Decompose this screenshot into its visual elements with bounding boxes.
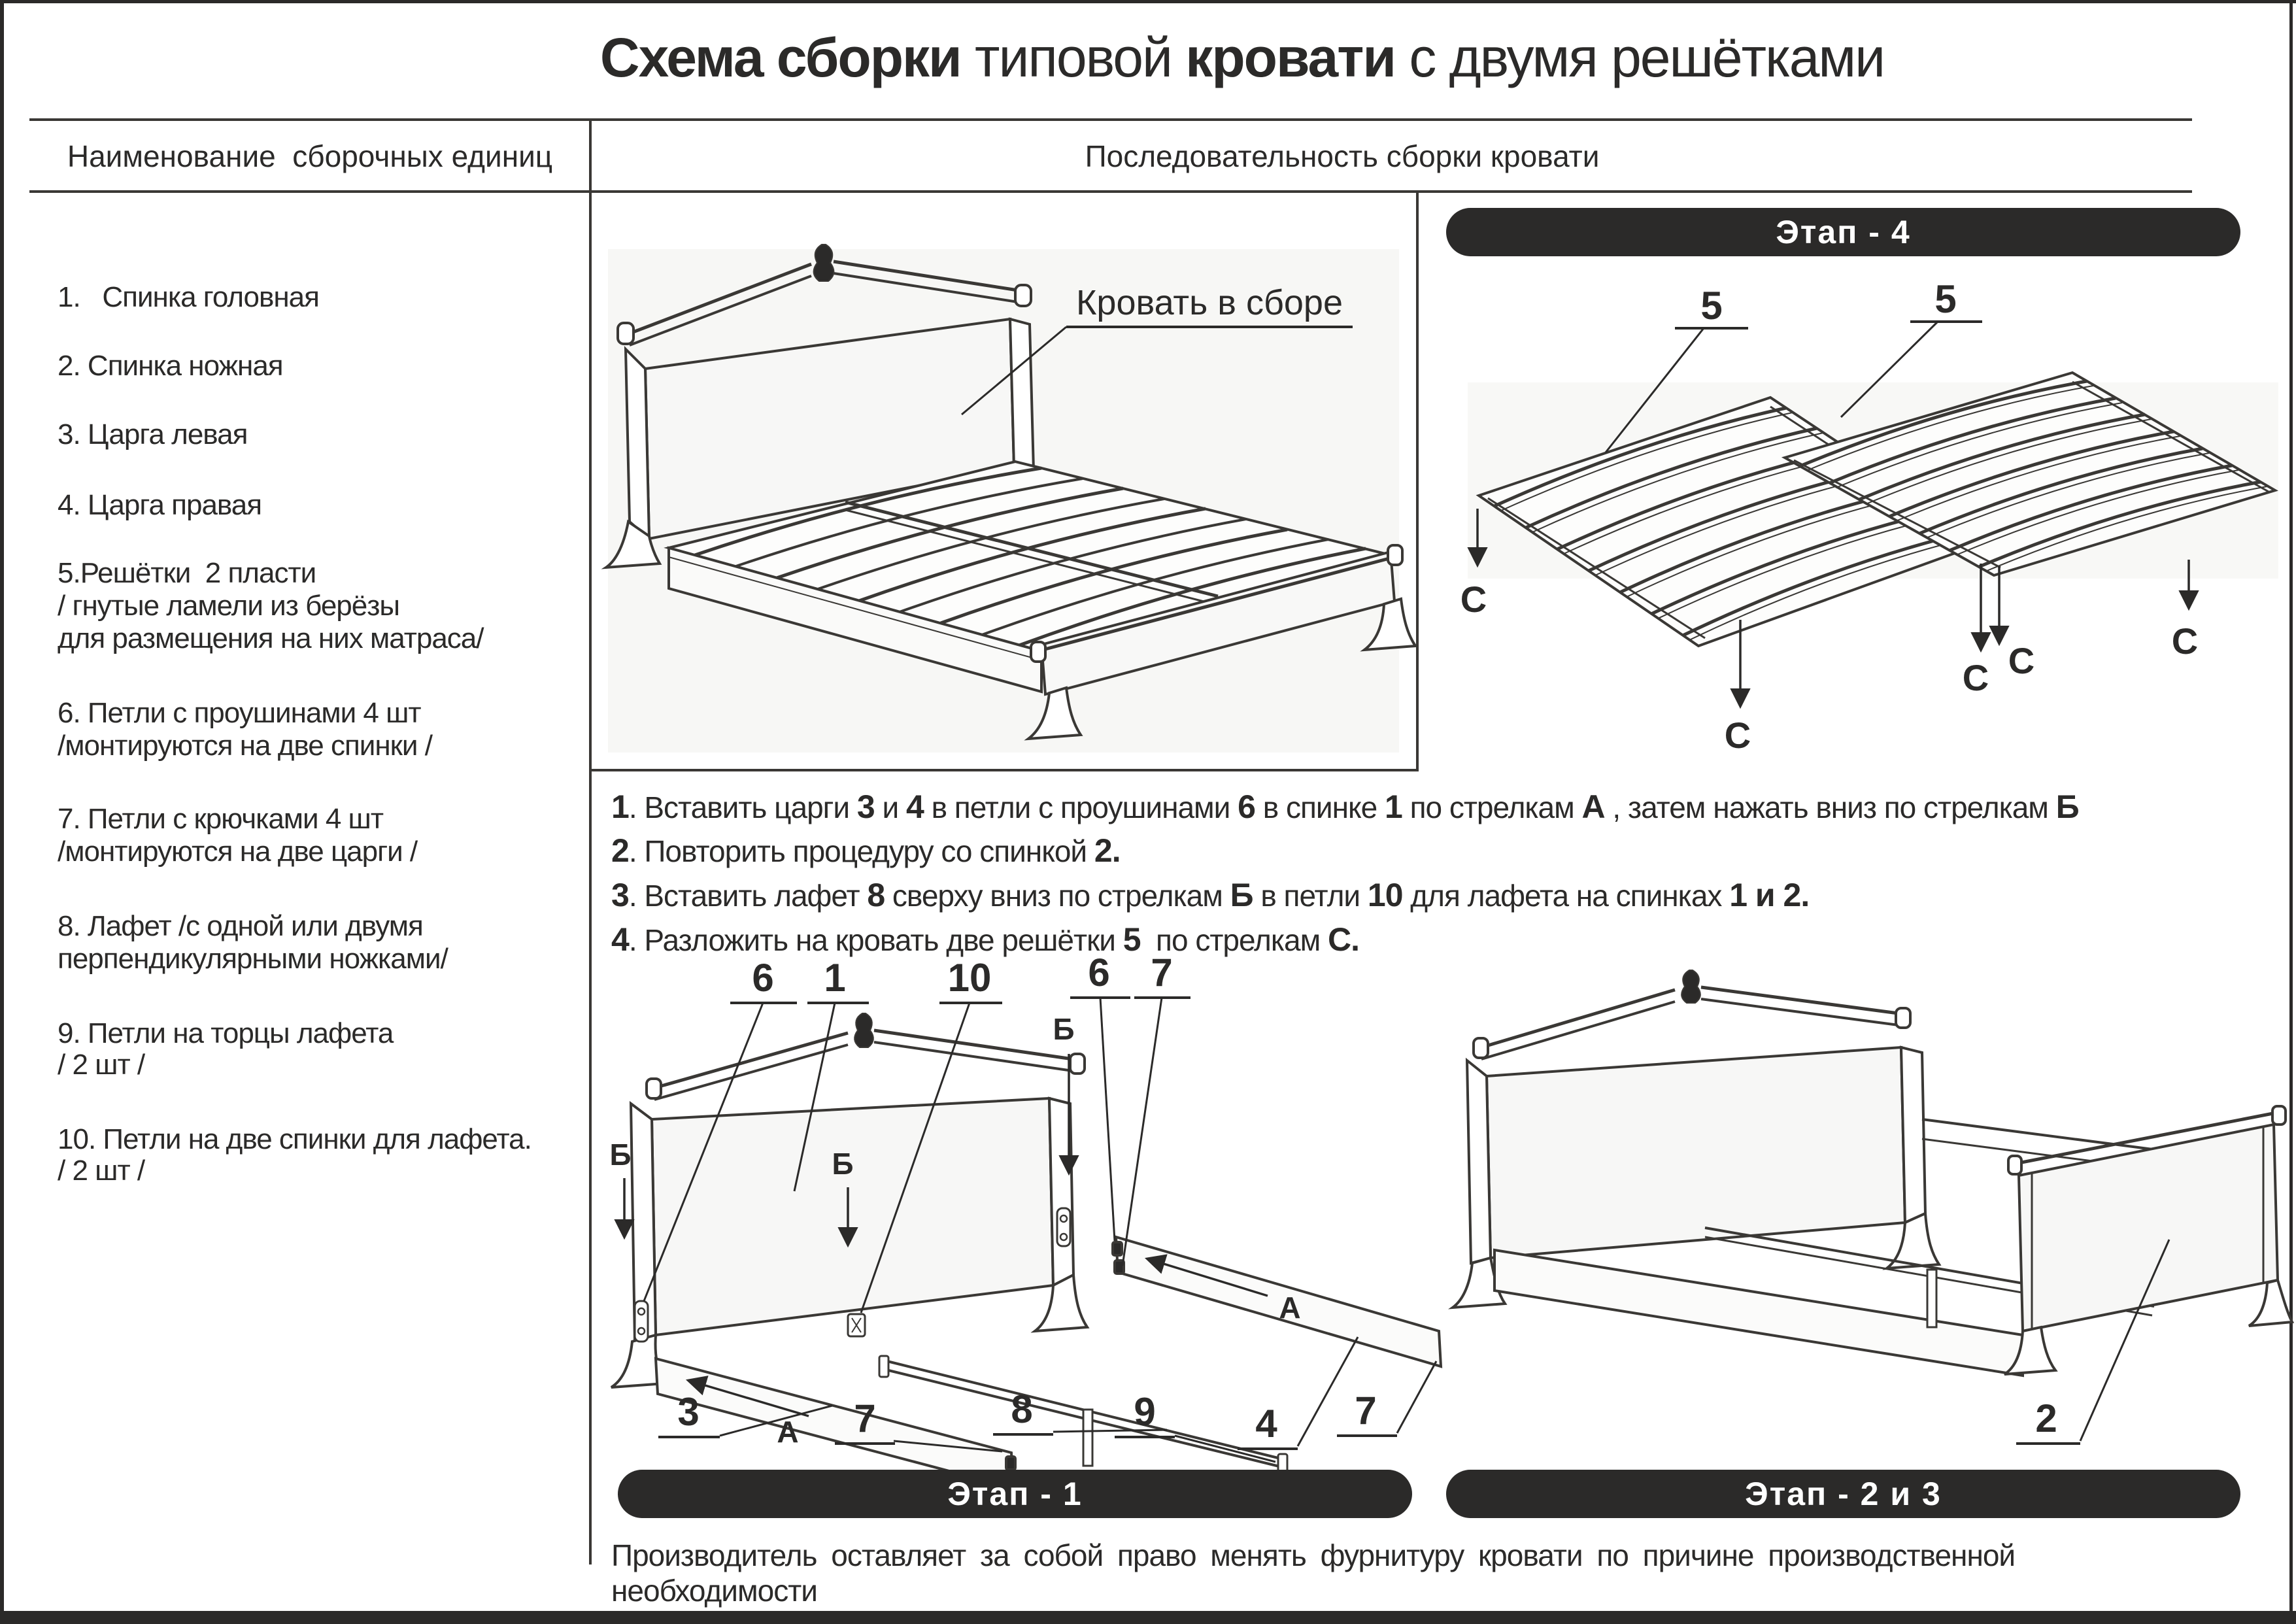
right-column-header: Последовательность сборки кровати: [1085, 139, 1600, 173]
stage23-diagram: [1445, 948, 2296, 1470]
callout-leader: [1100, 998, 1115, 1241]
hook-hinge-icon: [1006, 1457, 1015, 1470]
page-title: Схема сборки типовой кровати с двумя решётками: [599, 27, 1885, 88]
arrow-label-c: С: [1724, 715, 1751, 756]
side-rail-left-drawing: [656, 1359, 1017, 1488]
arrow-label-c: С: [1962, 657, 1989, 698]
instruction-step-2: 2. Повторить процедуру со спинкой 2.: [611, 832, 1121, 869]
instruction-step-1: 1. Вставить царги 3 и 4 в петли с проушинами 6 в спинке 1 по стрелкам А , затем нажать вниз по стрелкам Б: [611, 788, 2079, 825]
stage4-diagram: [1445, 262, 2296, 819]
callout-5-right: 5: [1934, 277, 1957, 321]
callout-leader: [1298, 1337, 1358, 1446]
stage23-banner: [1446, 1470, 2240, 1518]
beam-leg: [1927, 1270, 1936, 1327]
stage4-banner: [1446, 208, 2240, 256]
callout-2: 2: [2035, 1396, 2057, 1440]
part-item-10: 10. Петли на две спинки для лафета.: [58, 1123, 532, 1155]
stage1-banner-label: Этап - 1: [947, 1476, 1083, 1512]
part-item-8-note: перпендикулярными ножками/: [58, 943, 448, 975]
part-item-6-note: /монтируются на две спинки /: [58, 730, 432, 762]
part-item-5-note1: / гнутые ламели из берёзы: [58, 590, 400, 622]
stage1-diagram: [592, 948, 1445, 1470]
border-left: [0, 0, 4, 1624]
part-item-2: 2. Спинка ножная: [58, 350, 283, 382]
callout-7: 7: [1151, 951, 1173, 994]
assembled-bed-label: Кровать в сборе: [1075, 283, 1343, 322]
headboard-ornament: [814, 245, 834, 281]
part-item-5: 5.Решётки 2 пласти: [58, 557, 316, 589]
part-item-10-note: / 2 шт /: [58, 1155, 145, 1187]
headboard-ornament: [854, 1013, 873, 1047]
part-item-1: 1. Спинка головная: [58, 281, 319, 313]
callout-10: 10: [947, 956, 992, 1000]
arrow-label-c: С: [1460, 579, 1487, 620]
header-rule-top: [29, 118, 2192, 121]
headboard-drawing: [611, 1013, 1087, 1387]
callout-8: 8: [1011, 1387, 1033, 1431]
part-item-3: 3. Царга левая: [58, 418, 248, 450]
footboard-right-foot: [2249, 1280, 2292, 1326]
beam-leg: [1083, 1410, 1092, 1466]
side-rail-right-drawing: [1113, 1237, 1441, 1366]
part-item-8: 8. Лафет /с одной или двумя: [58, 910, 423, 942]
part-item-9-note: / 2 шт /: [58, 1049, 145, 1081]
arrow-label-b: Б: [1053, 1012, 1075, 1046]
arrow-label-c: С: [2008, 640, 2035, 681]
arrow-label-a: А: [1279, 1291, 1301, 1325]
callout-4: 4: [1255, 1402, 1277, 1446]
border-bottom: [0, 1611, 2296, 1624]
arrow-label-b: Б: [609, 1138, 632, 1172]
header-rule-bottom: [29, 190, 2192, 193]
part-item-7: 7. Петли с крючками 4 шт: [58, 803, 384, 835]
left-column-header: Наименование сборочных единиц: [67, 139, 553, 173]
part-item-6: 6. Петли с проушинами 4 шт: [58, 697, 421, 729]
callout-leader: [1397, 1361, 1436, 1433]
callout-6: 6: [752, 956, 774, 1000]
stage4-banner-label: Этап - 4: [1776, 214, 1911, 250]
callout-7c: 7: [1355, 1389, 1377, 1432]
callout-1: 1: [824, 956, 846, 1000]
callout-leader: [1123, 998, 1162, 1266]
callout-5-left: 5: [1700, 284, 1723, 328]
arrow-label-b: Б: [832, 1147, 854, 1181]
instruction-step-3: 3. Вставить лафет 8 сверху вниз по стрелкам Б в петли 10 для лафета на спинках 1 и 2.: [611, 877, 1810, 913]
part-item-9: 9. Петли на торцы лафета: [58, 1017, 394, 1049]
instruction-step-4: 4. Разложить на кровать две решётки 5 по стрелкам С.: [611, 921, 1360, 958]
callout-7b: 7: [854, 1396, 876, 1440]
hook-hinge-icon: [1113, 1242, 1122, 1255]
beam-end-hinge-icon: [879, 1356, 888, 1377]
frame-drawing: [1453, 970, 2292, 1376]
stage23-banner-label: Этап - 2 и 3: [1745, 1476, 1942, 1512]
eyelet-hinge-icon: [635, 1301, 648, 1342]
part-item-7-note: /монтируются на две царги /: [58, 836, 418, 868]
callout-3: 3: [677, 1390, 700, 1434]
callout-6b: 6: [1088, 951, 1110, 994]
assembled-bed-diagram: [592, 194, 1417, 770]
callout-9: 9: [1134, 1390, 1156, 1434]
manufacturer-note: Производитель оставляет за собой право менять фурнитуру кровати по причине производственной необходимости: [611, 1538, 2029, 1608]
part-item-5-note2: для размещения на них матраса/: [58, 622, 484, 654]
arrow-label-a: А: [777, 1415, 799, 1449]
border-top: [0, 0, 2296, 3]
headboard-ornament: [1681, 970, 1700, 1003]
stage1-banner: [618, 1470, 1412, 1518]
part-item-4: 4. Царга правая: [58, 489, 262, 521]
arrow-label-c: С: [2171, 620, 2199, 662]
